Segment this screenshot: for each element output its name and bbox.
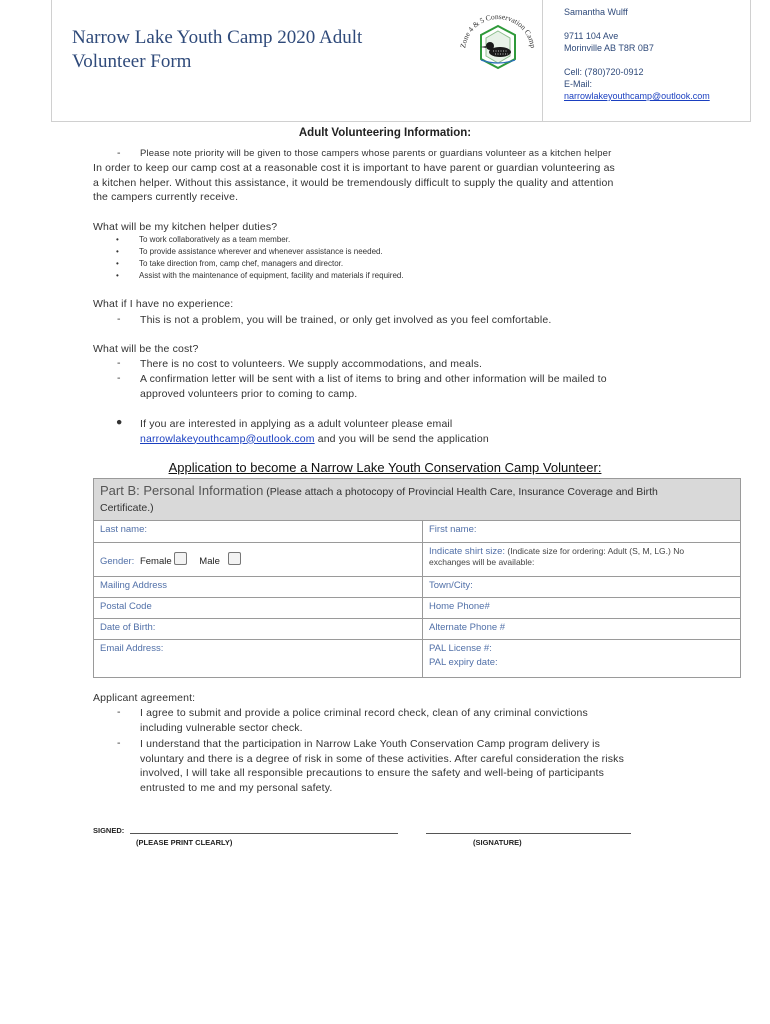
cost-answer-1: There is no cost to volunteers. We supply accommodations, and meals. [140, 358, 483, 370]
dash-marker: - [117, 737, 121, 749]
cost-answer-2: A confirmation letter will be sent with a list of items to bring and other information will be mailed to approved volunteers prior to coming to camp. [140, 373, 607, 400]
personal-info-table [93, 478, 741, 678]
pal-license-label: PAL License #: [429, 643, 492, 654]
print-name-line[interactable] [130, 833, 398, 834]
application-title: Application to become a Narrow Lake Youth Conservation Camp Volunteer: [168, 460, 602, 475]
intro-paragraph: In order to keep our camp cost at a reasonable cost it is important to have parent or guardian volunteering as a kitchen helper. Without this assistance, it would be tremendously difficult to supply the quality and attention the campers currently receive. [93, 162, 615, 203]
dash-marker: - [117, 313, 121, 325]
list-item: • To take direction from, camp chef, managers and director. [116, 259, 344, 268]
last-name-field[interactable]: Last name: [94, 521, 423, 543]
list-item: • To provide assistance wherever and whenever assistance is needed. [116, 247, 383, 256]
contact-block [564, 6, 744, 102]
list-item: • To work collaboratively as a team member. [116, 235, 291, 244]
apply-instructions: If you are interested in applying as a adult volunteer please email narrowlakeyouthcamp@outlook.com and you will be send the application [140, 418, 489, 445]
part-b-header: Part B: Personal Information (Please attach a photocopy of Provincial Health Care, Insurance Coverage and Birth Certificate.) [94, 479, 741, 521]
camp-logo-icon [451, 4, 545, 90]
contact-address-2: Morinville AB T8R 0B7 [564, 43, 654, 53]
priority-note: Please note priority will be given to those campers whose parents or guardians volunteer as a kitchen helper [140, 148, 612, 159]
svg-text:Zone 4 & 5 Conservation Camp: Zone 4 & 5 Conservation Camp [458, 11, 538, 49]
dash-marker: - [117, 357, 121, 369]
agreement-item-1: I agree to submit and provide a police criminal record check, clean of any criminal convictions including vulnerable sector check. [140, 707, 588, 734]
header-divider [542, 0, 543, 121]
town-city-field[interactable]: Town/City: [423, 577, 741, 598]
bullet-marker: ● [116, 416, 123, 428]
signature-label: (SIGNATURE) [473, 838, 522, 847]
agreement-heading: Applicant agreement: [93, 692, 196, 704]
contact-address-1: 9711 104 Ave [564, 31, 619, 41]
dash-marker: - [117, 706, 121, 718]
alt-phone-field[interactable]: Alternate Phone # [423, 619, 741, 640]
female-checkbox[interactable] [174, 552, 187, 565]
contact-name: Samantha Wulff [564, 7, 628, 17]
contact-email-label: E-Mail: [564, 79, 593, 89]
dash-marker: - [117, 147, 121, 159]
male-checkbox[interactable] [228, 552, 241, 565]
home-phone-field[interactable]: Home Phone# [423, 598, 741, 619]
email-field[interactable]: Email Address: [94, 640, 423, 678]
shirt-size-field[interactable]: Indicate shirt size: (Indicate size for ordering: Adult (S, M, LG.) No exchanges will be available: [423, 543, 741, 577]
mailing-address-field[interactable]: Mailing Address [94, 577, 423, 598]
experience-answer: This is not a problem, you will be trained, or only get involved as you feel comfortable. [140, 314, 552, 326]
dob-field[interactable]: Date of Birth: [94, 619, 423, 640]
contact-cell: Cell: (780)720-0912 [564, 67, 644, 77]
signature-line[interactable] [426, 833, 631, 834]
info-heading: Adult Volunteering Information: [298, 127, 472, 139]
gender-field: Gender: Female Male [94, 543, 423, 577]
list-item: • Assist with the maintenance of equipment, facility and materials if required. [116, 271, 404, 280]
cost-question: What will be the cost? [93, 343, 199, 355]
experience-question: What if I have no experience: [93, 298, 234, 310]
apply-email-link[interactable]: narrowlakeyouthcamp@outlook.com [140, 432, 315, 445]
document-header [51, 0, 751, 122]
agreement-item-2: I understand that the participation in Narrow Lake Youth Conservation Camp program delivery is voluntary and there is a degree of risk in some of these activities. After careful consideration the risks involved, I will take all responsible precautions to ensure the safety and well-being of participants entrusted to me and my personal safety. [140, 738, 624, 794]
dash-marker: - [117, 372, 121, 384]
first-name-field[interactable]: First name: [423, 521, 741, 543]
duties-question: What will be my kitchen helper duties? [93, 221, 278, 233]
duties-list [116, 234, 404, 282]
contact-email-link[interactable]: narrowlakeyouthcamp@outlook.com [564, 91, 710, 101]
signed-label: SIGNED: [93, 826, 125, 835]
form-title: Narrow Lake Youth Camp 2020 Adult Volunteer Form [72, 27, 363, 72]
pal-expiry-label: PAL expiry date: [429, 657, 498, 668]
print-label: (PLEASE PRINT CLEARLY) [136, 838, 233, 847]
postal-code-field[interactable]: Postal Code [94, 598, 423, 619]
pal-field[interactable] [423, 640, 741, 678]
